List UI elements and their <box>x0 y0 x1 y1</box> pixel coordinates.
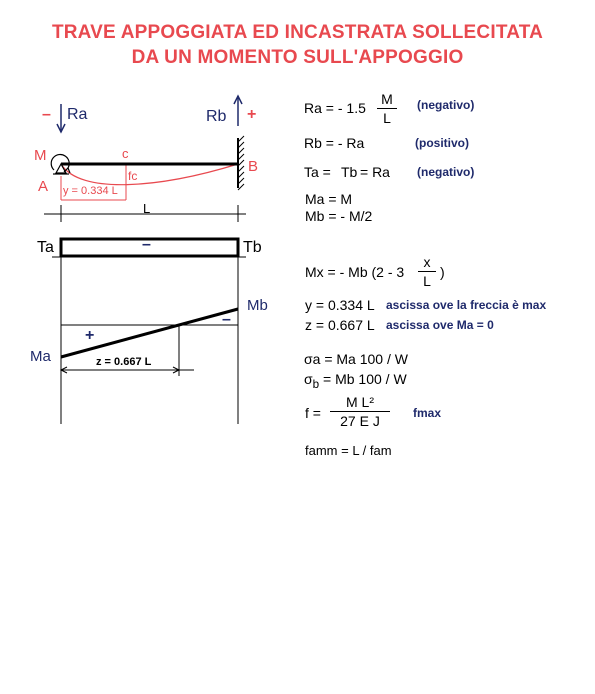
y-dim-label: y = 0.334 L <box>63 185 118 197</box>
ma-label: Ma <box>30 348 51 365</box>
f-note: fmax <box>413 406 442 420</box>
shear-sign: – <box>142 236 151 253</box>
sigma-b-symbol: σ <box>304 371 313 387</box>
sigma-b-rest: = Mb 100 / W <box>319 371 407 387</box>
z-formula: z = 0.667 L <box>305 317 375 333</box>
a-label: A <box>38 178 49 195</box>
mx-formula-lhs: Mx = - Mb (2 - 3 <box>305 264 405 280</box>
f-fraction-den: 27 E J <box>340 413 380 429</box>
rb-formula: Rb = - Ra <box>304 135 365 151</box>
moment-plus-sign: + <box>85 327 95 344</box>
ta-formula-rhs: = Ra <box>360 164 390 180</box>
f-fraction-bar <box>330 411 390 412</box>
famm-formula: famm = L / fam <box>305 443 392 458</box>
f-formula-lhs: f = <box>305 405 321 421</box>
ra-fraction-den: L <box>383 110 391 126</box>
ra-fraction-num: M <box>381 91 393 107</box>
c-label: c <box>122 146 129 161</box>
ma-formula: Ma = M <box>305 191 353 207</box>
f-fraction-num: M L² <box>346 394 374 410</box>
ta-note: (negativo) <box>417 165 475 179</box>
mx-formula-rhs: ) <box>440 264 445 280</box>
sigma-b-subscript: b <box>312 377 320 391</box>
moment-minus-sign: – <box>222 311 231 328</box>
mx-fraction-bar <box>418 271 436 272</box>
rb-note: (positivo) <box>415 136 469 150</box>
mx-fraction-num: x <box>423 254 431 270</box>
z-note: ascissa ove Ma = 0 <box>386 318 494 332</box>
b-label: B <box>248 158 259 175</box>
rb-arrow <box>234 96 242 126</box>
mb-formula: Mb = - M/2 <box>305 208 373 224</box>
deflection-curve <box>61 164 238 185</box>
f-fraction <box>330 394 390 429</box>
l-dim-label: L <box>143 201 151 216</box>
rb-label: Rb <box>206 108 227 125</box>
ra-note: (negativo) <box>417 98 475 112</box>
sigma-a-formula: σa = Ma 100 / W <box>304 351 408 367</box>
sigma-b-formula <box>304 371 407 391</box>
title-line-2: DA UN MOMENTO SULL'APPOGGIO <box>131 47 464 68</box>
ra-label: Ra <box>67 106 88 123</box>
m-label: M <box>34 147 47 164</box>
ta-label: Ta <box>37 239 54 256</box>
title-line-1: TRAVE APPOGGIATA ED INCASTRATA SOLLECITATA <box>51 22 544 43</box>
ra-sign-label: – <box>42 106 51 123</box>
mx-fraction-den: L <box>423 273 431 289</box>
ra-fraction-bar <box>377 108 397 109</box>
ta-formula-lhs: Ta = <box>304 164 331 180</box>
ra-formula-lhs: Ra = - 1.5 <box>304 100 366 116</box>
y-formula: y = 0.334 L <box>305 297 375 313</box>
ra-arrow <box>57 104 65 132</box>
fixed-support <box>238 136 244 190</box>
ta-formula-tb: Tb <box>341 164 358 180</box>
y-note: ascissa ove la freccia è max <box>386 298 547 312</box>
mx-fraction <box>418 254 436 289</box>
ra-fraction <box>377 91 397 126</box>
mb-label: Mb <box>247 297 268 314</box>
fc-label: fc <box>128 169 138 183</box>
rb-sign-label: + <box>247 106 257 123</box>
tb-label: Tb <box>243 239 262 256</box>
z-dim-label: z = 0.667 L <box>96 356 152 368</box>
